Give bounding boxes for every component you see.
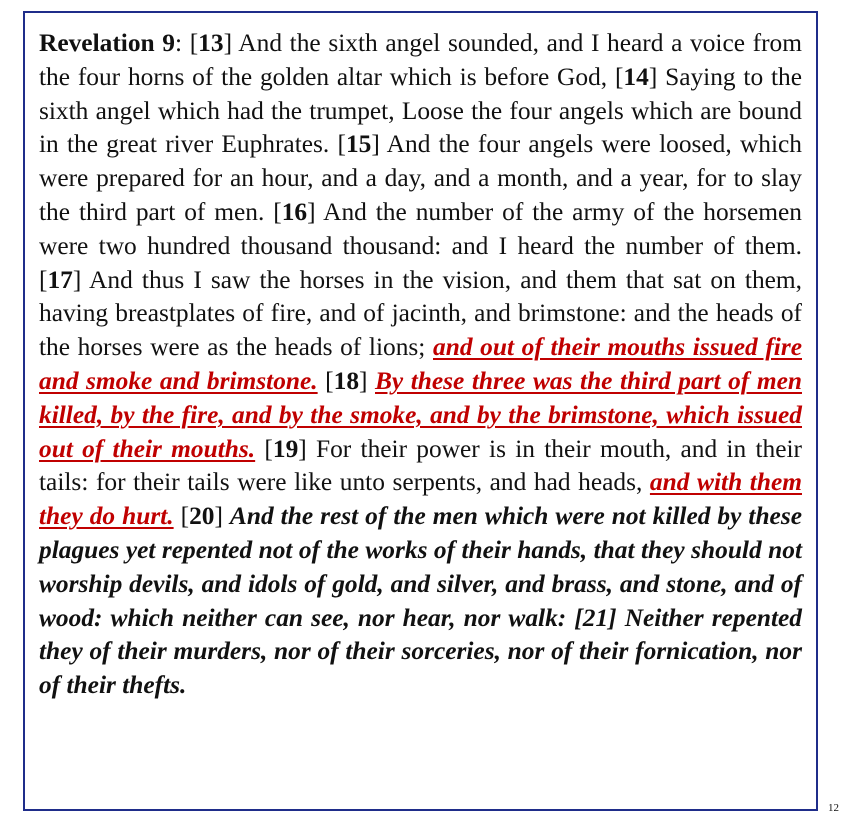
scripture-passage: Revelation 9: [13] And the sixth angel sounded, and I heard a voice from the four horns of the golden altar which is before God, [14] Saying to the sixth angel which had the trumpet, Loose the four angels which are bound in the great river Euphrates. [15] And the four angels were loosed, which were prepared for an hour, and a day, and a month, and a year, for to slay the third part of men. [16] And the number of the army of the horsemen were two hundred thousand thousand: and I heard the number of them. [17] And thus I saw the horses in the vision, and them that sat on them, having breastplates of fire, and of jacinth, and brimstone: and the heads of the horses were as the heads of lions; and out of their mouths issued fire and smoke and brimstone. [18] By these three was the third part of men killed, by the fire, and by the smoke, and by the brimstone, which issued out of their mouths. [19] For their power is in their mouth, and in their tails: for their tails were like unto serpents, and had heads, and with them they do hurt. [20] And the rest of the men which were not killed by these plagues yet repented not of the works of their hands, that they should not worship devils, and idols of gold, and silver, and brass, and stone, and of wood: which neither can see, nor hear, nor walk: [21] Neither repented they of their murders, nor of their sorceries, nor of their fornication, nor of their thefts.: [39, 29, 803, 700]
verse-number-18: 18: [333, 366, 360, 395]
verse-number-15: 15: [345, 130, 372, 159]
verse-number-16: 16: [281, 197, 308, 226]
verse-21-text: Neither repented they of their murders, nor of their sorceries, nor of their fornication, nor of their thefts.: [39, 603, 802, 700]
page-number: 12: [828, 802, 839, 814]
verse-20-text: And the rest of the men which were not killed by these plagues yet repented not of the works of their hands, that they should not worship devils, and idols of gold, and silver, and brass, and stone, and of wood: which neither can see, nor hear, nor walk:: [39, 502, 802, 632]
verse-19-text: For their power is in their mouth, and in their tails: for their tails were like unto serpents, and had heads,: [39, 434, 802, 497]
verse-number-21: 21: [582, 603, 609, 632]
verse-15-text: And the four angels were loosed, which were prepared for an hour, and a day, and a month, and a year, for to slay the third part of men.: [39, 130, 802, 226]
passage-frame: [23, 11, 818, 811]
verse-17-emphasis: and out of their mouths issued fire and smoke and brimstone.: [39, 333, 802, 395]
verse-19-emphasis: and with them they do hurt.: [39, 468, 802, 531]
verse-16-text: And the number of the army of the horsemen were two hundred thousand thousand: and I heard the number of them.: [39, 197, 802, 260]
verse-number-13: 13: [198, 29, 224, 57]
verse-number-19: 19: [272, 434, 299, 463]
verse-14-text: Saying to the sixth angel which had the trumpet, Loose the four angels which are bound in the great river Euphrates.: [39, 62, 803, 159]
verse-18-emphasis: By these three was the third part of men killed, by the fire, and by the smoke, and by the brimstone, which issued out of their mouths.: [39, 366, 802, 463]
verse-number-17: 17: [47, 265, 73, 294]
verse-17-text: And thus I saw the horses in the vision, and them that sat on them, having breastplates of fire, and of jacinth, and brimstone: and the heads of the horses were as the heads of lions;: [39, 265, 803, 362]
verse-number-20: 20: [189, 502, 215, 531]
verse-13-text: And the sixth angel sounded, and I heard a voice from the four horns of the golden altar which is before God,: [39, 29, 803, 91]
verse-number-14: 14: [623, 62, 649, 91]
passage-reference: Revelation 9: [39, 29, 175, 57]
